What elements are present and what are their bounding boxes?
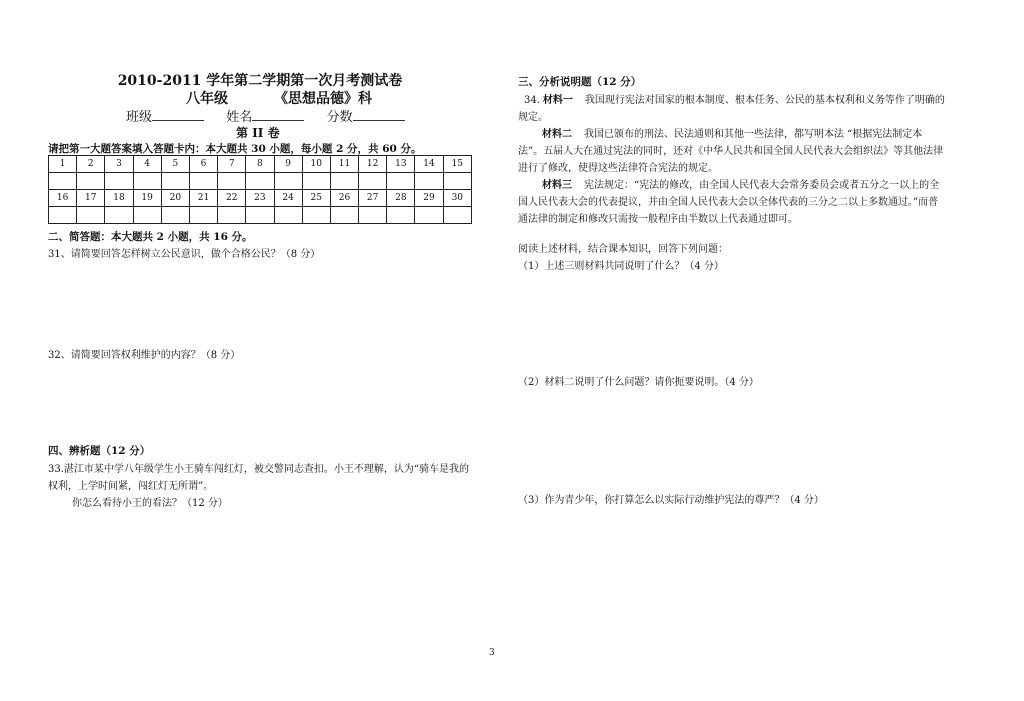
answer-cell[interactable] — [105, 207, 133, 224]
grid-cell: 19 — [133, 190, 161, 207]
grid-cell: 17 — [77, 190, 105, 207]
answer-cell[interactable] — [161, 173, 189, 190]
section-2-header: 二、简答题：本大题共 2 小题，共 16 分。 — [48, 231, 253, 243]
answer-cell[interactable] — [359, 173, 387, 190]
answer-instruction: 请把第一大题答案填入答题卡内：本大题共 30 小题，每小题 2 分，共 60 分。 — [48, 143, 422, 155]
grid-cell: 29 — [415, 190, 443, 207]
question-33-line-2: 权利，上学时间紧，闯红灯无所谓”。 — [48, 481, 214, 492]
material-3-label: 材料三 — [542, 180, 572, 191]
section-3-header: 三、分析说明题（12 分） — [518, 76, 642, 88]
score-label: 分数 — [326, 110, 353, 125]
grid-cell: 18 — [105, 190, 133, 207]
sub-question-1: （1）上述三则材料共同说明了什么？（4 分） — [518, 261, 724, 272]
material-1-label: 材料一 — [542, 95, 573, 106]
question-31: 31、请简要回答怎样树立公民意识，做个合格公民？（8 分） — [48, 249, 321, 260]
question-32: 32、请简要回答权利维护的内容？（8 分） — [48, 350, 241, 361]
sub-question-3: （3）作为青少年，你打算怎么以实际行动维护宪法的尊严？（4 分） — [518, 495, 824, 506]
material-1-text-cont: 规定。 — [518, 112, 548, 123]
page-number: 3 — [489, 648, 495, 658]
grid-cell: 15 — [443, 156, 471, 173]
grid-cell: 22 — [218, 190, 246, 207]
sub-question-2: （2）材料二说明了什么问题？请你扼要说明。（4 分） — [518, 377, 759, 388]
grid-cell: 6 — [189, 156, 217, 173]
answer-cell[interactable] — [415, 173, 443, 190]
grid-cell: 1 — [49, 156, 77, 173]
material-2-line-1 — [542, 125, 922, 140]
grid-cell: 7 — [218, 156, 246, 173]
question-34-line-1 — [524, 91, 945, 106]
answer-cell[interactable] — [218, 173, 246, 190]
grid-cell: 14 — [415, 156, 443, 173]
grid-cell: 13 — [387, 156, 415, 173]
answer-cell[interactable] — [49, 173, 77, 190]
answer-cell[interactable] — [77, 207, 105, 224]
answer-grid-row-blank-2 — [49, 207, 472, 224]
question-33-line-3: 你怎么看待小王的看法？（12 分） — [72, 498, 228, 509]
score-field[interactable] — [353, 109, 405, 121]
answer-cell[interactable] — [330, 207, 358, 224]
grid-cell: 10 — [302, 156, 330, 173]
section-4-header: 四、辨析题（12 分） — [48, 445, 151, 457]
material-3-line-3: 通法律的制定和修改只需按一般程序由半数以上代表通过即可。 — [518, 214, 798, 225]
question-34-number: 34. — [524, 95, 540, 106]
answer-cell[interactable] — [161, 207, 189, 224]
answer-grid — [48, 155, 472, 224]
grid-cell: 25 — [302, 190, 330, 207]
answer-cell[interactable] — [77, 173, 105, 190]
question-33-line-1: 33.湛江市某中学八年级学生小王骑车闯红灯，被交警同志查扣。小王不理解，认为“骑车是我的 — [48, 464, 470, 475]
answer-cell[interactable] — [302, 207, 330, 224]
material-2-label: 材料二 — [542, 129, 572, 140]
answer-grid-row-blank-1 — [49, 173, 472, 190]
answer-cell[interactable] — [49, 207, 77, 224]
answer-cell[interactable] — [302, 173, 330, 190]
answer-cell[interactable] — [387, 173, 415, 190]
grid-cell: 16 — [49, 190, 77, 207]
grid-cell: 20 — [161, 190, 189, 207]
grid-cell: 3 — [105, 156, 133, 173]
material-2-text: 我国已颁布的刑法、民法通则和其他一些法律，都写明本法 “根据宪法制定本 — [584, 129, 923, 140]
subject-label: 《思想品德》科 — [274, 91, 372, 107]
answer-cell[interactable] — [387, 207, 415, 224]
grid-cell: 2 — [77, 156, 105, 173]
answer-cell[interactable] — [189, 173, 217, 190]
grid-cell: 8 — [246, 156, 274, 173]
answer-cell[interactable] — [274, 173, 302, 190]
grid-cell: 11 — [330, 156, 358, 173]
answer-cell[interactable] — [133, 173, 161, 190]
grid-cell: 28 — [387, 190, 415, 207]
volume-label: 第 II 卷 — [236, 126, 280, 140]
answer-cell[interactable] — [443, 207, 471, 224]
material-2-line-2: 法”。五届人大在通过宪法的同时，还对《中华人民共和国全国人民代表大会组织法》等其他法律 — [518, 146, 944, 157]
answer-grid-row-numbers-1 — [49, 156, 472, 173]
answer-cell[interactable] — [274, 207, 302, 224]
exam-title: 2010-2011 学年第二学期第一次月考测试卷 — [117, 73, 403, 89]
material-3-text: 宪法规定：“宪法的修改，由全国人民代表大会常务委员会或者五分之一以上的全 — [584, 180, 940, 191]
class-label: 班级 — [126, 110, 153, 125]
answer-cell[interactable] — [218, 207, 246, 224]
grid-cell: 9 — [274, 156, 302, 173]
grid-cell: 30 — [443, 190, 471, 207]
grid-cell: 21 — [189, 190, 217, 207]
material-2-line-3: 进行了修改，使得这些法律符合宪法的规定。 — [518, 163, 718, 174]
name-label: 姓名 — [226, 110, 253, 125]
material-3-line-1 — [542, 176, 939, 191]
answer-cell[interactable] — [359, 207, 387, 224]
answer-cell[interactable] — [105, 173, 133, 190]
grid-cell: 23 — [246, 190, 274, 207]
material-1-text: 我国现行宪法对国家的根本制度、根本任务、公民的基本权利和义务等作了明确的 — [584, 95, 945, 106]
grade-label: 八年级 — [186, 91, 228, 107]
answer-cell[interactable] — [189, 207, 217, 224]
grid-cell: 12 — [359, 156, 387, 173]
grid-cell: 5 — [161, 156, 189, 173]
answer-cell[interactable] — [443, 173, 471, 190]
grid-cell: 4 — [133, 156, 161, 173]
answer-cell[interactable] — [246, 207, 274, 224]
answer-cell[interactable] — [246, 173, 274, 190]
material-3-line-2: 国人民代表大会的代表提议，并由全国人民代表大会以全体代表的三分之二以上多数通过。”而普 — [518, 197, 939, 208]
answer-cell[interactable] — [415, 207, 443, 224]
grid-cell: 27 — [359, 190, 387, 207]
answer-grid-row-numbers-2 — [49, 190, 472, 207]
class-field[interactable] — [152, 109, 204, 121]
answer-cell[interactable] — [330, 173, 358, 190]
reading-prompt: 阅读上述材料，结合课本知识，回答下列问题： — [518, 244, 728, 255]
grid-cell: 26 — [330, 190, 358, 207]
student-info-line — [126, 106, 405, 125]
grid-cell: 24 — [274, 190, 302, 207]
name-field[interactable] — [252, 109, 304, 121]
answer-cell[interactable] — [133, 207, 161, 224]
